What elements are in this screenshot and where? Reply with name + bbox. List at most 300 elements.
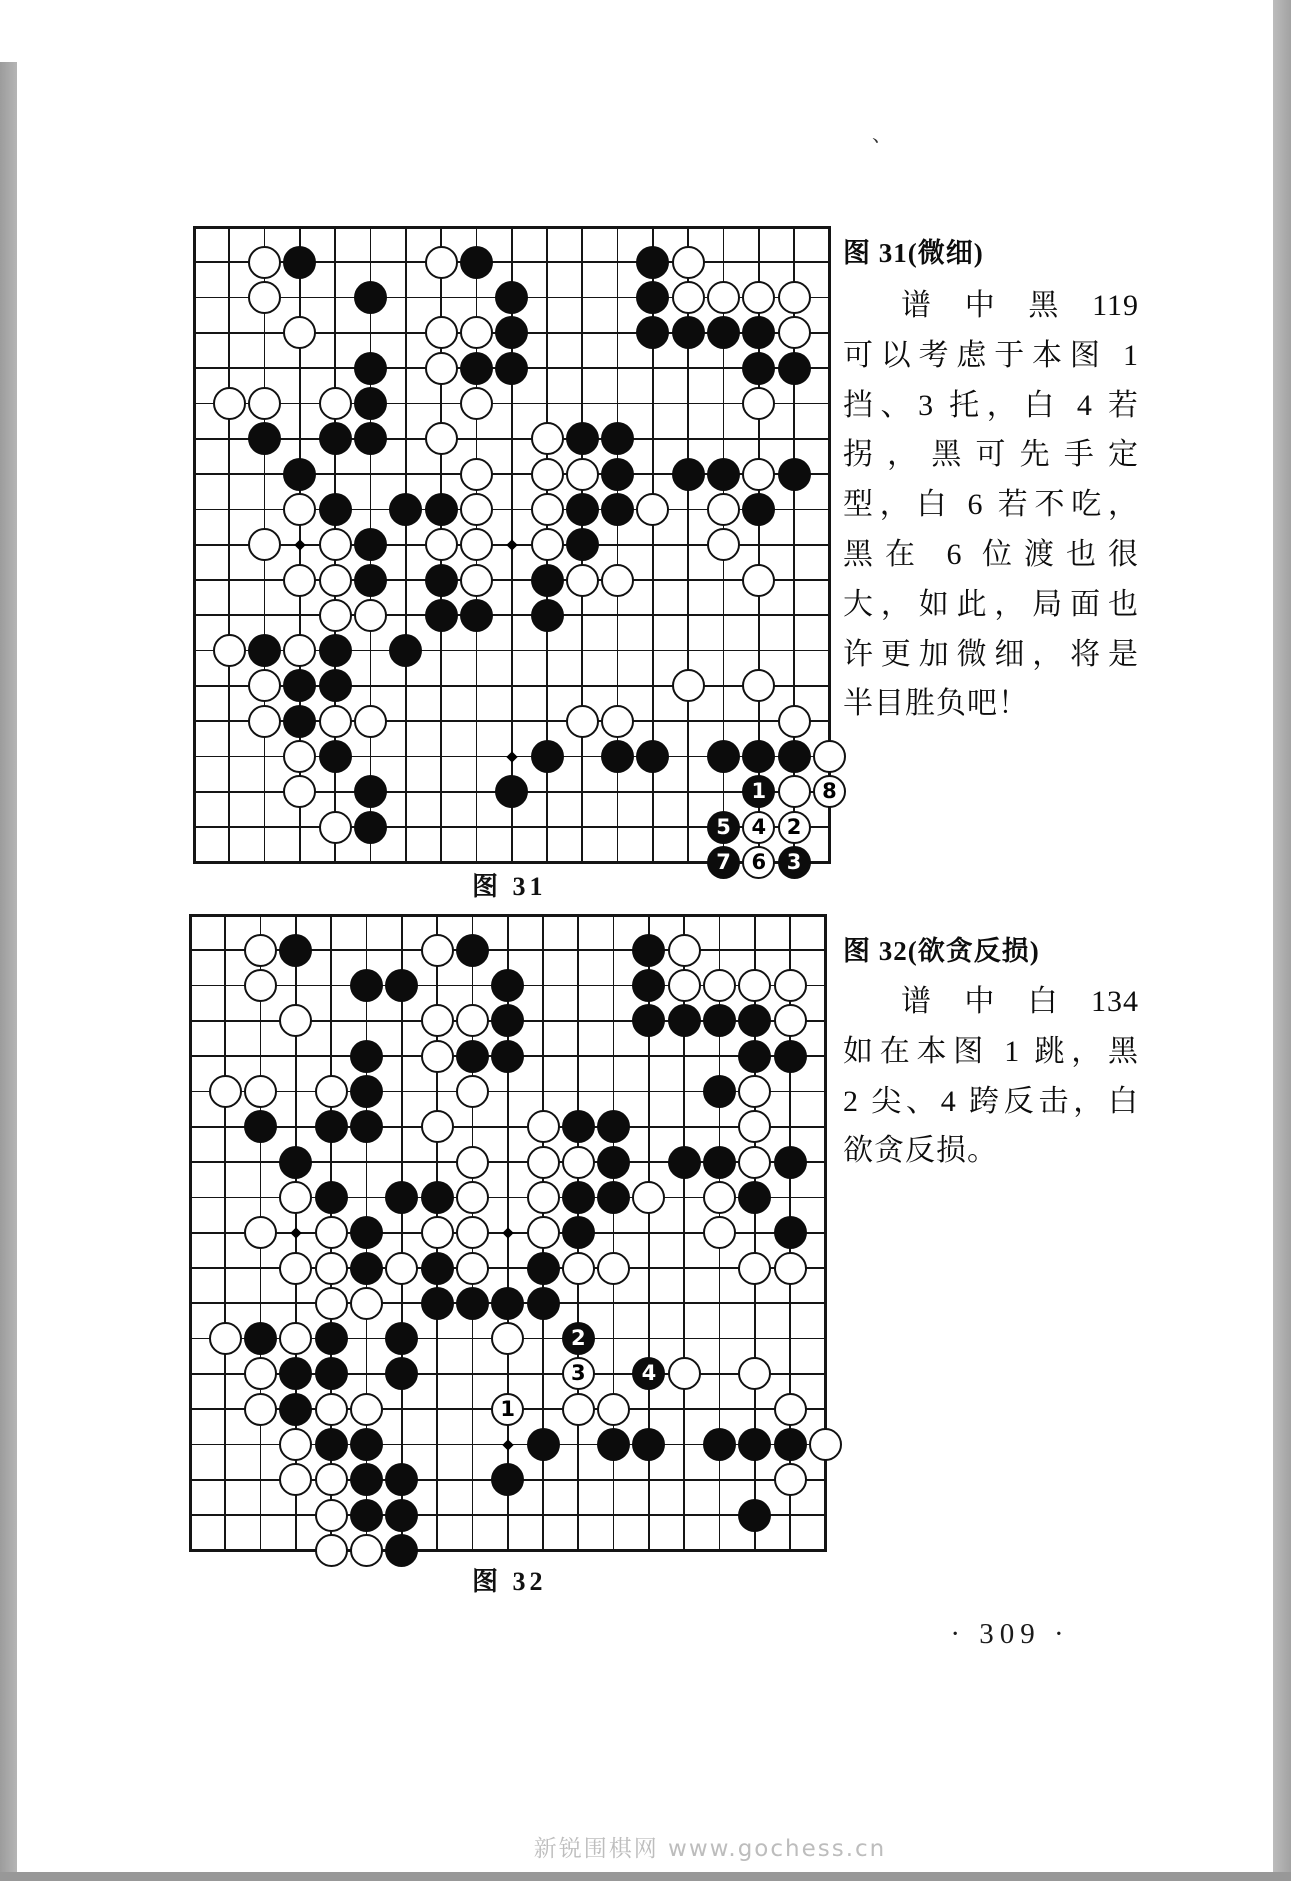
white-stone	[742, 281, 775, 314]
black-stone	[350, 1463, 383, 1496]
black-stone	[319, 669, 352, 702]
white-stone	[456, 1216, 489, 1249]
figure-31-heading: 图 31(微细)	[843, 238, 984, 268]
board2-caption: 图 32	[472, 1567, 547, 1596]
white-stone	[601, 705, 634, 738]
white-stone	[244, 1393, 277, 1426]
white-stone	[279, 1322, 312, 1355]
white-stone	[421, 934, 454, 967]
star-point	[502, 1439, 513, 1450]
black-stone	[385, 1463, 418, 1496]
white-stone	[279, 1428, 312, 1461]
black-stone	[315, 1181, 348, 1214]
white-stone	[562, 1252, 595, 1285]
black-stone	[456, 1040, 489, 1073]
white-stone	[738, 1075, 771, 1108]
white-stone	[315, 1252, 348, 1285]
black-stone	[566, 493, 599, 526]
grid-line-horizontal	[193, 614, 831, 616]
white-stone	[707, 528, 740, 561]
white-stone	[774, 1004, 807, 1037]
move-number: 3	[570, 1361, 586, 1386]
white-stone	[668, 934, 701, 967]
move-2-black-stone	[562, 1322, 595, 1355]
white-stone	[562, 1393, 595, 1426]
black-stone	[421, 1287, 454, 1320]
white-stone	[703, 1216, 736, 1249]
white-stone	[350, 1534, 383, 1567]
white-stone	[774, 1463, 807, 1496]
black-stone	[244, 1110, 277, 1143]
white-stone	[742, 564, 775, 597]
white-stone	[283, 775, 316, 808]
white-stone	[248, 281, 281, 314]
black-stone	[350, 1499, 383, 1532]
black-stone	[601, 422, 634, 455]
move-number: 3	[786, 849, 802, 874]
black-stone	[354, 775, 387, 808]
white-stone	[425, 422, 458, 455]
black-stone	[527, 1287, 560, 1320]
watermark: 新锐围棋网 www.gochess.cn	[533, 1836, 887, 1862]
white-stone	[315, 1075, 348, 1108]
white-stone	[562, 1146, 595, 1179]
black-stone	[672, 316, 705, 349]
white-stone	[456, 1004, 489, 1037]
black-stone	[703, 1075, 736, 1108]
black-stone	[279, 934, 312, 967]
black-stone	[703, 1146, 736, 1179]
white-stone	[707, 281, 740, 314]
white-stone	[460, 387, 493, 420]
white-stone	[668, 1357, 701, 1390]
white-stone	[527, 1181, 560, 1214]
white-stone	[279, 1252, 312, 1285]
black-stone	[703, 1004, 736, 1037]
black-stone	[778, 352, 811, 385]
white-stone	[738, 1357, 771, 1390]
black-stone	[385, 1499, 418, 1532]
black-stone	[738, 1181, 771, 1214]
white-stone	[703, 969, 736, 1002]
white-stone	[774, 969, 807, 1002]
black-stone	[354, 281, 387, 314]
white-stone	[248, 669, 281, 702]
white-stone	[460, 528, 493, 561]
white-stone	[707, 493, 740, 526]
black-stone	[601, 740, 634, 773]
figure-31-body	[843, 281, 1139, 729]
black-stone	[491, 969, 524, 1002]
white-stone	[244, 969, 277, 1002]
white-stone	[527, 1216, 560, 1249]
white-stone	[319, 811, 352, 844]
text-line: 欲贪反损。	[843, 1134, 998, 1168]
star-point	[290, 1227, 301, 1238]
move-2-white-stone	[778, 811, 811, 844]
text-line: 如在本图 1 跳，黑	[843, 1034, 1139, 1068]
black-stone	[354, 811, 387, 844]
white-stone	[597, 1393, 630, 1426]
black-stone	[425, 599, 458, 632]
black-stone	[738, 1004, 771, 1037]
white-stone	[350, 1287, 383, 1320]
black-stone	[742, 740, 775, 773]
text-line: 大，如此，局面也	[843, 587, 1139, 621]
scan-speck: 、	[872, 124, 892, 146]
black-stone	[350, 1428, 383, 1461]
figure-32-heading: 图 32(欲贪反损)	[843, 936, 1040, 966]
black-stone	[319, 422, 352, 455]
black-stone	[385, 1322, 418, 1355]
white-stone	[460, 493, 493, 526]
white-stone	[778, 316, 811, 349]
white-stone	[315, 1463, 348, 1496]
white-stone	[742, 458, 775, 491]
white-stone	[248, 246, 281, 279]
white-stone	[566, 564, 599, 597]
white-stone	[283, 634, 316, 667]
white-stone	[319, 599, 352, 632]
black-stone	[315, 1428, 348, 1461]
black-stone	[636, 246, 669, 279]
white-stone	[350, 1393, 383, 1426]
white-stone	[738, 1252, 771, 1285]
white-stone	[597, 1252, 630, 1285]
move-8-white-stone	[813, 775, 846, 808]
white-stone	[354, 599, 387, 632]
white-stone	[813, 740, 846, 773]
black-stone	[354, 387, 387, 420]
black-stone	[495, 352, 528, 385]
black-stone	[354, 564, 387, 597]
white-stone	[248, 705, 281, 738]
white-stone	[456, 1075, 489, 1108]
move-4-black-stone	[632, 1357, 665, 1390]
white-stone	[703, 1181, 736, 1214]
white-stone	[213, 387, 246, 420]
white-stone	[456, 1146, 489, 1179]
black-stone	[632, 1004, 665, 1037]
black-stone	[248, 422, 281, 455]
move-7-black-stone	[707, 846, 740, 879]
white-stone	[778, 775, 811, 808]
black-stone	[315, 1110, 348, 1143]
black-stone	[385, 969, 418, 1002]
black-stone	[244, 1322, 277, 1355]
black-stone	[562, 1110, 595, 1143]
black-stone	[385, 1534, 418, 1567]
black-stone	[283, 669, 316, 702]
white-stone	[738, 969, 771, 1002]
black-stone	[632, 1428, 665, 1461]
black-stone	[738, 1499, 771, 1532]
black-stone	[460, 246, 493, 279]
white-stone	[279, 1181, 312, 1214]
black-stone	[597, 1110, 630, 1143]
move-number: 1	[500, 1396, 515, 1421]
text-line: 可以考虑于本图 1	[843, 338, 1139, 372]
move-number: 7	[716, 849, 731, 874]
white-stone	[774, 1393, 807, 1426]
white-stone	[354, 705, 387, 738]
white-stone	[491, 1322, 524, 1355]
move-4-white-stone	[742, 811, 775, 844]
star-point	[506, 751, 517, 762]
black-stone	[672, 458, 705, 491]
white-stone	[460, 458, 493, 491]
move-3-black-stone	[778, 846, 811, 879]
black-stone	[531, 564, 564, 597]
black-stone	[774, 1428, 807, 1461]
move-number: 4	[641, 1361, 657, 1386]
black-stone	[636, 316, 669, 349]
black-stone	[566, 422, 599, 455]
white-stone	[421, 1004, 454, 1037]
white-stone	[283, 316, 316, 349]
white-stone	[244, 934, 277, 967]
black-stone	[531, 599, 564, 632]
white-stone	[279, 1463, 312, 1496]
white-stone	[244, 1216, 277, 1249]
black-stone	[742, 316, 775, 349]
black-stone	[354, 422, 387, 455]
black-stone	[350, 1040, 383, 1073]
white-stone	[531, 458, 564, 491]
black-stone	[319, 493, 352, 526]
black-stone	[707, 458, 740, 491]
black-stone	[774, 1216, 807, 1249]
white-stone	[425, 316, 458, 349]
white-stone	[460, 316, 493, 349]
white-stone	[809, 1428, 842, 1461]
black-stone	[460, 352, 493, 385]
black-stone	[389, 634, 422, 667]
white-stone	[672, 281, 705, 314]
move-number: 6	[751, 849, 767, 874]
black-stone	[703, 1428, 736, 1461]
white-stone	[456, 1181, 489, 1214]
black-stone	[636, 281, 669, 314]
white-stone	[283, 564, 316, 597]
white-stone	[319, 705, 352, 738]
white-stone	[248, 387, 281, 420]
figure-32-body	[843, 977, 1139, 1176]
black-stone	[279, 1146, 312, 1179]
black-stone	[350, 1216, 383, 1249]
black-stone	[425, 493, 458, 526]
white-stone	[421, 1216, 454, 1249]
white-stone	[672, 669, 705, 702]
board1-caption: 图 31	[472, 872, 547, 901]
black-stone	[597, 1146, 630, 1179]
white-stone	[632, 1181, 665, 1214]
white-stone	[283, 493, 316, 526]
move-number: 4	[751, 814, 767, 839]
move-5-black-stone	[707, 811, 740, 844]
text-line: 半目胜负吧！	[843, 687, 1029, 721]
black-stone	[566, 528, 599, 561]
black-stone	[279, 1393, 312, 1426]
white-stone	[315, 1216, 348, 1249]
black-stone	[354, 352, 387, 385]
commentary-figure-32	[843, 929, 1139, 1168]
black-stone	[385, 1181, 418, 1214]
text-line: 挡、3 托，白 4 若	[843, 388, 1139, 422]
white-stone	[315, 1393, 348, 1426]
black-stone	[738, 1428, 771, 1461]
black-stone	[283, 458, 316, 491]
black-stone	[456, 934, 489, 967]
move-1-white-stone	[491, 1393, 524, 1426]
black-stone	[421, 1181, 454, 1214]
white-stone	[315, 1499, 348, 1532]
white-stone	[425, 352, 458, 385]
white-stone	[531, 528, 564, 561]
black-stone	[597, 1428, 630, 1461]
black-stone	[350, 1075, 383, 1108]
text-line: 型，白 6 若不吃，	[843, 488, 1139, 522]
black-stone	[774, 1146, 807, 1179]
black-stone	[774, 1040, 807, 1073]
black-stone	[668, 1004, 701, 1037]
white-stone	[385, 1252, 418, 1285]
black-stone	[354, 528, 387, 561]
white-stone	[742, 387, 775, 420]
white-stone	[460, 564, 493, 597]
white-stone	[209, 1322, 242, 1355]
star-point	[506, 539, 517, 550]
white-stone	[738, 1146, 771, 1179]
star-point	[294, 539, 305, 550]
white-stone	[421, 1040, 454, 1073]
page-number: · 309 ·	[950, 1618, 1070, 1650]
move-6-white-stone	[742, 846, 775, 879]
black-stone	[597, 1181, 630, 1214]
white-stone	[774, 1252, 807, 1285]
black-stone	[707, 740, 740, 773]
move-number: 1	[751, 779, 767, 804]
black-stone	[778, 458, 811, 491]
black-stone	[456, 1287, 489, 1320]
white-stone	[279, 1004, 312, 1037]
text-line: 许更加微细，将是	[843, 637, 1139, 671]
black-stone	[632, 969, 665, 1002]
black-stone	[601, 493, 634, 526]
grid-line-horizontal	[189, 1514, 827, 1516]
move-number: 8	[822, 779, 837, 804]
text-line: 谱 中 黑 119	[901, 289, 1139, 322]
white-stone	[601, 564, 634, 597]
black-stone	[562, 1181, 595, 1214]
black-stone	[421, 1252, 454, 1285]
black-stone	[350, 1110, 383, 1143]
black-stone	[491, 1040, 524, 1073]
black-stone	[527, 1252, 560, 1285]
black-stone	[350, 1252, 383, 1285]
black-stone	[668, 1146, 701, 1179]
black-stone	[495, 775, 528, 808]
white-stone	[527, 1146, 560, 1179]
black-stone	[319, 740, 352, 773]
text-line: 2 尖、4 跨反击，白	[843, 1084, 1139, 1118]
white-stone	[778, 281, 811, 314]
white-stone	[742, 669, 775, 702]
white-stone	[244, 1075, 277, 1108]
white-stone	[531, 493, 564, 526]
black-stone	[491, 1004, 524, 1037]
page-edge-right	[1273, 0, 1291, 1881]
black-stone	[248, 634, 281, 667]
white-stone	[421, 1110, 454, 1143]
star-point	[502, 1227, 513, 1238]
white-stone	[566, 705, 599, 738]
text-line: 拐，黑可先手定	[843, 438, 1139, 472]
text-line: 谱 中 白 134	[901, 985, 1139, 1018]
move-number: 2	[570, 1326, 586, 1351]
black-stone	[315, 1322, 348, 1355]
white-stone	[778, 705, 811, 738]
black-stone	[279, 1357, 312, 1390]
move-number: 2	[786, 814, 802, 839]
black-stone	[562, 1216, 595, 1249]
black-stone	[460, 599, 493, 632]
white-stone	[315, 1287, 348, 1320]
black-stone	[315, 1357, 348, 1390]
black-stone	[632, 934, 665, 967]
black-stone	[742, 493, 775, 526]
grid-line-horizontal	[189, 1549, 827, 1552]
black-stone	[350, 969, 383, 1002]
black-stone	[527, 1428, 560, 1461]
white-stone	[738, 1110, 771, 1143]
black-stone	[491, 1287, 524, 1320]
black-stone	[491, 1463, 524, 1496]
black-stone	[531, 740, 564, 773]
white-stone	[319, 528, 352, 561]
commentary-figure-31	[843, 231, 1139, 721]
black-stone	[283, 246, 316, 279]
move-number: 5	[716, 814, 731, 839]
move-1-black-stone	[742, 775, 775, 808]
white-stone	[244, 1357, 277, 1390]
white-stone	[315, 1534, 348, 1567]
black-stone	[636, 740, 669, 773]
black-stone	[319, 634, 352, 667]
white-stone	[425, 246, 458, 279]
move-3-white-stone	[562, 1357, 595, 1390]
black-stone	[425, 564, 458, 597]
white-stone	[209, 1075, 242, 1108]
white-stone	[531, 422, 564, 455]
black-stone	[707, 316, 740, 349]
black-stone	[283, 705, 316, 738]
white-stone	[668, 969, 701, 1002]
white-stone	[248, 528, 281, 561]
black-stone	[742, 352, 775, 385]
black-stone	[778, 740, 811, 773]
black-stone	[385, 1357, 418, 1390]
white-stone	[527, 1110, 560, 1143]
white-stone	[283, 740, 316, 773]
white-stone	[425, 528, 458, 561]
white-stone	[456, 1252, 489, 1285]
white-stone	[672, 246, 705, 279]
black-stone	[389, 493, 422, 526]
black-stone	[495, 281, 528, 314]
black-stone	[601, 458, 634, 491]
white-stone	[213, 634, 246, 667]
